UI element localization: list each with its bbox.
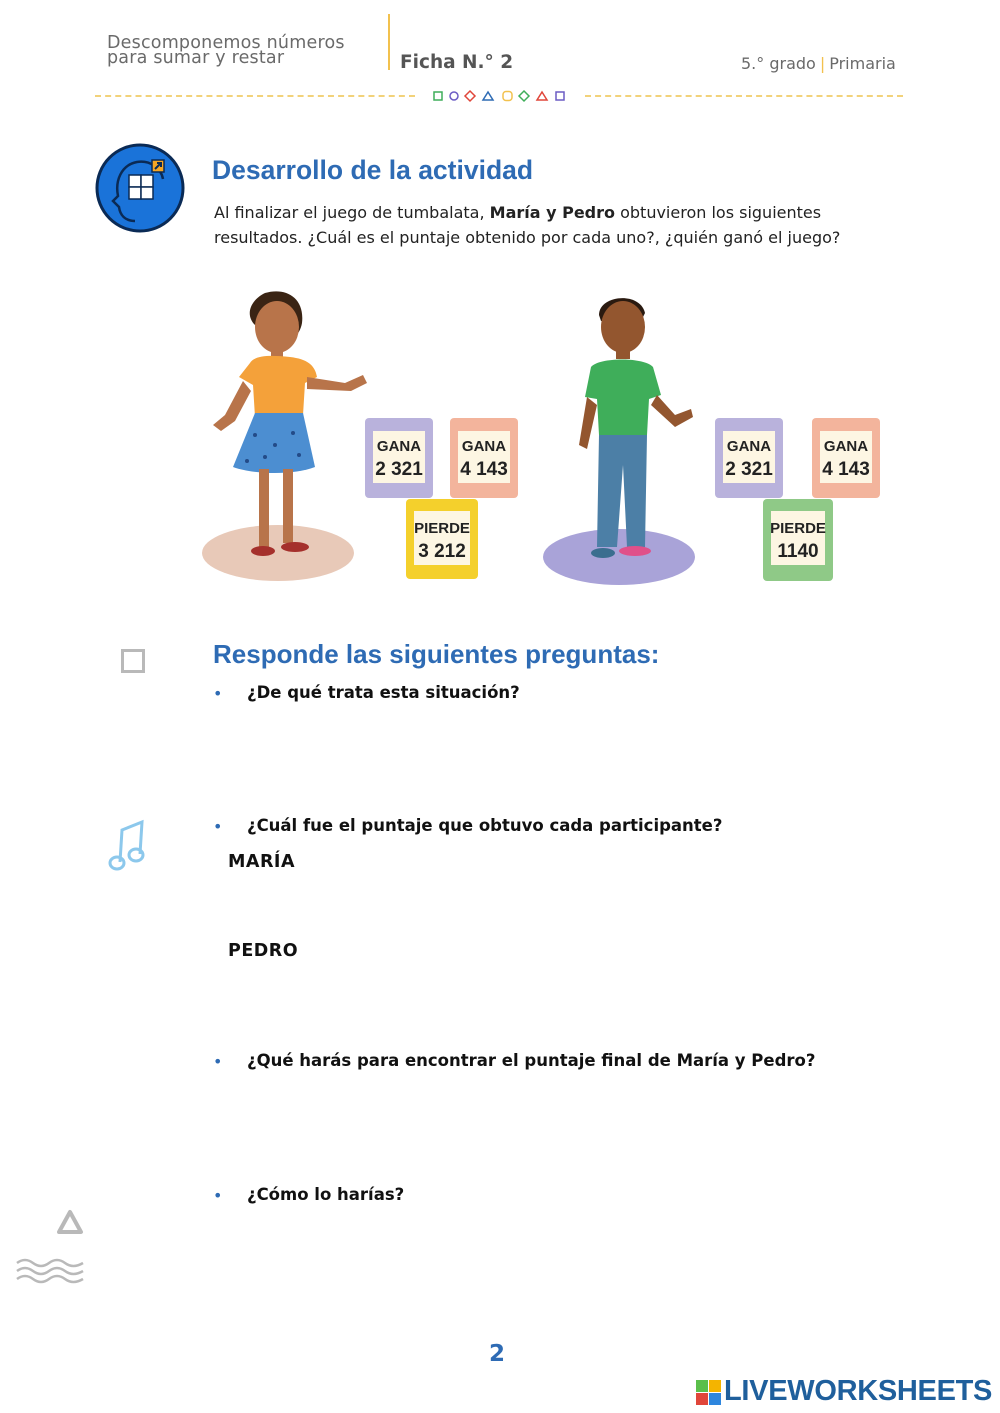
tumbalata-illustration <box>195 285 895 590</box>
question-3: ¿Qué harás para encontrar el puntaje final de María y Pedro? <box>247 1051 816 1070</box>
maria-can-1 <box>365 418 433 498</box>
bullet-icon: • <box>213 817 223 836</box>
answer-label-pedro: PEDRO <box>228 941 299 961</box>
pedro-can-3-label: PIERDE <box>770 520 826 537</box>
pedro-can-2-value: 4 143 <box>822 459 870 480</box>
maria-can-2 <box>450 418 518 498</box>
maria-can-2-label: GANA <box>461 438 507 455</box>
square-outline-icon <box>121 649 145 673</box>
maria-can-3-value: 3 212 <box>418 541 466 562</box>
music-note-icon <box>106 818 150 874</box>
pedro-can-1 <box>715 418 783 498</box>
page-number: 2 <box>489 1341 506 1367</box>
pedro-can-1-value: 2 321 <box>725 459 773 480</box>
bullet-icon: • <box>213 1186 223 1205</box>
question-4: ¿Cómo lo harías? <box>247 1185 405 1204</box>
bullet-icon: • <box>213 684 223 703</box>
maria-figure <box>202 291 367 581</box>
worksheet-topic: Descomponemos números para sumar y restar <box>107 33 345 68</box>
question-1: ¿De qué trata esta situación? <box>247 683 520 702</box>
worksheet-number: Ficha N.° 2 <box>400 52 514 73</box>
maria-can-1-value: 2 321 <box>375 459 423 480</box>
pedro-figure <box>543 298 695 585</box>
pedro-can-1-label: GANA <box>726 438 772 455</box>
brain-puzzle-icon <box>95 141 185 235</box>
pedro-can-2-label: GANA <box>823 438 869 455</box>
bullet-icon: • <box>213 1052 223 1071</box>
pedro-can-3 <box>763 499 833 581</box>
pedro-can-3-value: 1140 <box>777 541 819 562</box>
header-divider <box>388 14 390 70</box>
wave-lines-icon <box>15 1257 87 1285</box>
header-dashed-rule-left <box>95 95 415 97</box>
liveworksheets-logo-icon <box>696 1380 722 1406</box>
maria-can-3 <box>406 499 478 579</box>
section-title: Desarrollo de la actividad <box>212 155 534 185</box>
question-2: ¿Cuál fue el puntaje que obtuvo cada participante? <box>247 816 723 835</box>
maria-can-2-value: 4 143 <box>460 459 508 480</box>
activity-intro: Al finalizar el juego de tumbalata, María y Pedro obtuvieron los siguientes resultados. ¿Cuál es el puntaje obtenido por cada uno?, ¿quién ganó el juego? <box>214 203 841 247</box>
triangle-outline-icon <box>56 1208 84 1236</box>
answer-label-maria: MARÍA <box>228 852 295 872</box>
liveworksheets-wordmark: LIVEWORKSHEETS <box>724 1375 993 1407</box>
maria-can-1-label: GANA <box>376 438 422 455</box>
questions-title: Responde las siguientes preguntas: <box>213 639 660 669</box>
liveworksheets-logo[interactable] <box>696 1376 996 1410</box>
maria-can-3-label: PIERDE <box>414 520 470 537</box>
pedro-can-2 <box>812 418 880 498</box>
grade-level: 5.° grado | Primaria <box>741 54 896 73</box>
decorative-shapes-icon <box>432 89 568 103</box>
header-dashed-rule-right <box>585 95 903 97</box>
